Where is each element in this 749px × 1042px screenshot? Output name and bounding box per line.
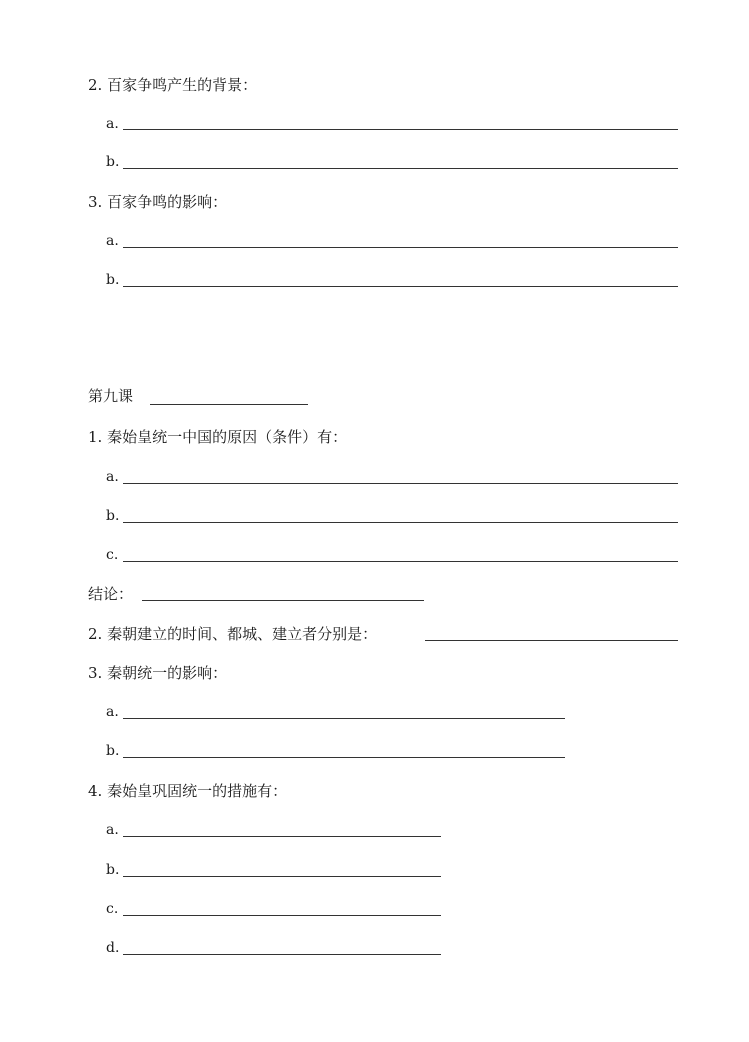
- answer-line[interactable]: [123, 836, 441, 837]
- item-label: b.: [106, 862, 120, 878]
- answer-line[interactable]: [123, 757, 565, 758]
- question-heading-background: 2. 百家争鸣产生的背景：: [88, 76, 258, 94]
- answer-line[interactable]: [123, 718, 565, 719]
- item-label: a.: [106, 116, 119, 132]
- item-label: a.: [106, 469, 119, 485]
- answer-line[interactable]: [123, 522, 678, 523]
- item-label: d.: [106, 940, 120, 956]
- question-heading-reasons: 1. 秦始皇统一中国的原因（条件）有：: [88, 428, 348, 446]
- item-label: a.: [106, 822, 119, 838]
- answer-line[interactable]: [123, 954, 441, 955]
- question-heading-founding: 2. 秦朝建立的时间、都城、建立者分别是：: [88, 625, 378, 643]
- answer-line[interactable]: [123, 483, 678, 484]
- lesson-title-line[interactable]: [150, 404, 308, 405]
- answer-line[interactable]: [425, 640, 678, 641]
- item-label: a.: [106, 704, 119, 720]
- answer-line[interactable]: [123, 876, 441, 877]
- answer-line[interactable]: [123, 168, 678, 169]
- item-label: b.: [106, 743, 120, 759]
- question-heading-unification-impact: 3. 秦朝统一的影响：: [88, 664, 228, 682]
- question-heading-measures: 4. 秦始皇巩固统一的措施有：: [88, 782, 288, 800]
- answer-line[interactable]: [123, 561, 678, 562]
- answer-line[interactable]: [123, 915, 441, 916]
- answer-line[interactable]: [123, 286, 678, 287]
- lesson-title: 第九课: [88, 387, 134, 405]
- item-label: b.: [106, 508, 120, 524]
- item-label: b.: [106, 154, 120, 170]
- answer-line[interactable]: [123, 247, 678, 248]
- question-heading-influence: 3. 百家争鸣的影响：: [88, 193, 228, 211]
- item-label: a.: [106, 233, 119, 249]
- conclusion-label: 结论：: [88, 585, 134, 603]
- item-label: c.: [106, 547, 119, 563]
- answer-line[interactable]: [123, 129, 678, 130]
- item-label: c.: [106, 901, 119, 917]
- item-label: b.: [106, 272, 120, 288]
- conclusion-line[interactable]: [142, 600, 424, 601]
